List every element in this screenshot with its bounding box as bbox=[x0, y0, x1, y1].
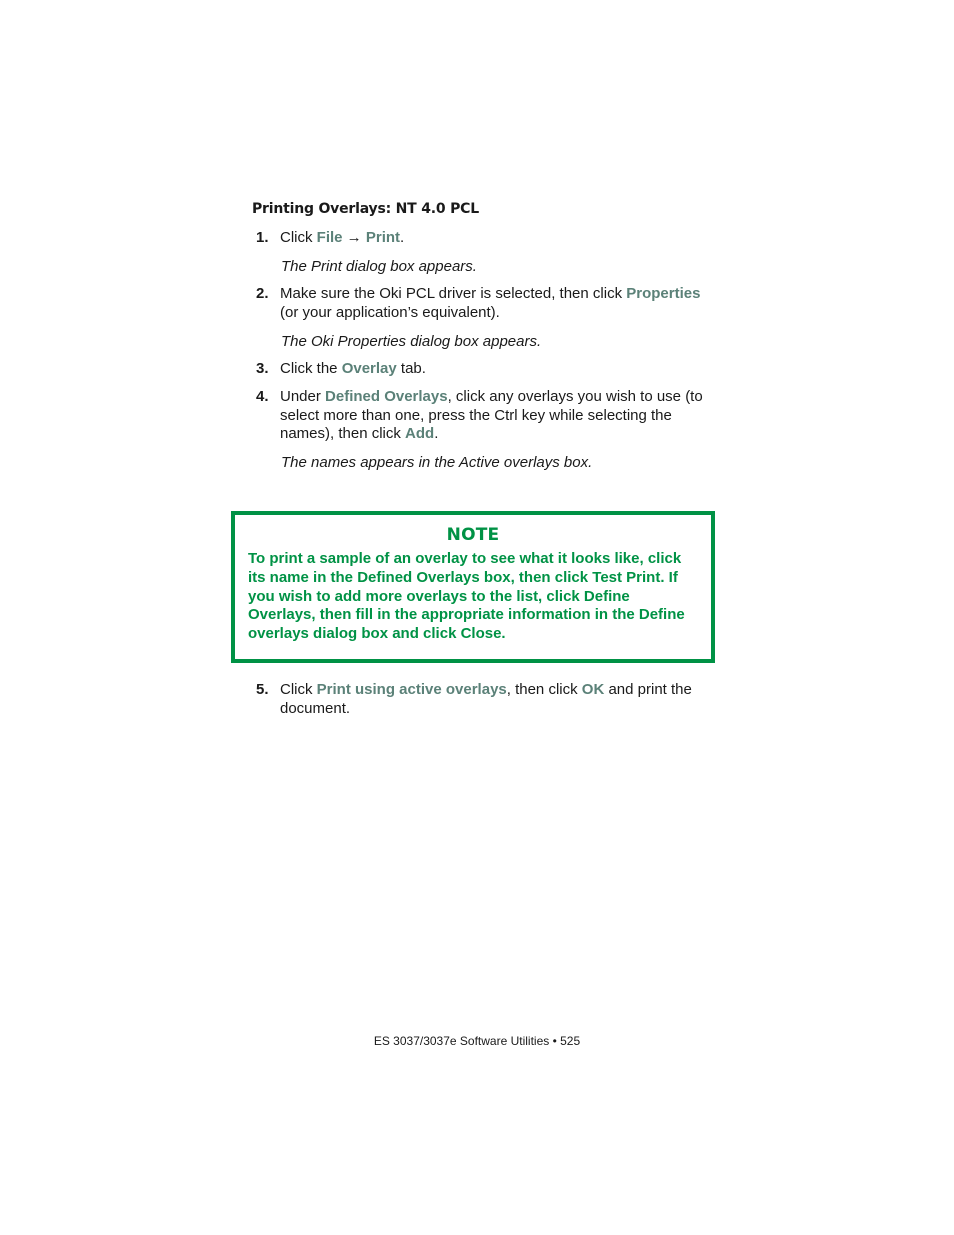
step-text bbox=[280, 360, 722, 379]
step-text bbox=[280, 229, 722, 248]
step-3 bbox=[252, 360, 722, 379]
step-4-result: The names appears in the Active overlays box. bbox=[281, 454, 593, 471]
step-text-run: → bbox=[342, 229, 366, 246]
page-footer: ES 3037/3037e Software Utilities • 525 bbox=[373, 1034, 581, 1048]
ui-term: File bbox=[316, 229, 343, 246]
step-text-run: , click any overlays you wish to use (to select more than one, press the Ctrl key while selecting the names), then click bbox=[280, 388, 703, 442]
step-2 bbox=[252, 285, 722, 322]
ui-term: Print bbox=[365, 229, 401, 246]
ui-term: Defined Overlays bbox=[325, 388, 448, 405]
step-number: 3. bbox=[256, 360, 269, 377]
ui-term: OK bbox=[581, 681, 605, 698]
note-body: To print a sample of an overlay to see what it looks like, click its name in the Defined Overlays box, then click Test Print. If you wish to add more overlays to the list, click Define Overlays, then fill in the appropriate information in the Define overlays dialog box and click Close. bbox=[248, 550, 685, 643]
ui-term: Properties bbox=[626, 285, 701, 302]
step-text-run: Click the bbox=[280, 360, 342, 377]
step-1-result: The Print dialog box appears. bbox=[281, 258, 477, 275]
step-number: 5. bbox=[256, 681, 269, 698]
ui-term: Add bbox=[405, 425, 435, 442]
step-text-run: and print the document. bbox=[280, 681, 692, 717]
step-text-run: , then click bbox=[506, 681, 582, 698]
section-heading: Printing Overlays: NT 4.0 PCL bbox=[252, 201, 479, 217]
step-1 bbox=[252, 229, 722, 248]
step-text bbox=[280, 681, 722, 718]
step-5 bbox=[252, 681, 722, 718]
step-text-run: Make sure the Oki PCL driver is selected, then click bbox=[280, 285, 627, 302]
step-text-run: Click bbox=[280, 681, 317, 698]
step-2-result: The Oki Properties dialog box appears. bbox=[281, 333, 542, 350]
step-text bbox=[280, 388, 722, 444]
step-text-run: . bbox=[400, 229, 405, 246]
step-number: 4. bbox=[256, 388, 269, 405]
ui-term: Overlay bbox=[341, 360, 397, 377]
step-text bbox=[280, 285, 722, 322]
step-4 bbox=[252, 388, 722, 444]
step-text-run: Under bbox=[280, 388, 326, 405]
step-number: 1. bbox=[256, 229, 269, 246]
step-text-run: . bbox=[434, 425, 439, 442]
step-text-run: (or your application’s equivalent). bbox=[280, 303, 500, 321]
note-title: NOTE bbox=[446, 525, 500, 545]
step-number: 2. bbox=[256, 285, 269, 302]
step-text-run: tab. bbox=[396, 360, 426, 377]
step-text-run: Click bbox=[280, 229, 317, 246]
ui-term: Print using active overlays bbox=[316, 681, 507, 698]
note-box bbox=[231, 511, 715, 663]
